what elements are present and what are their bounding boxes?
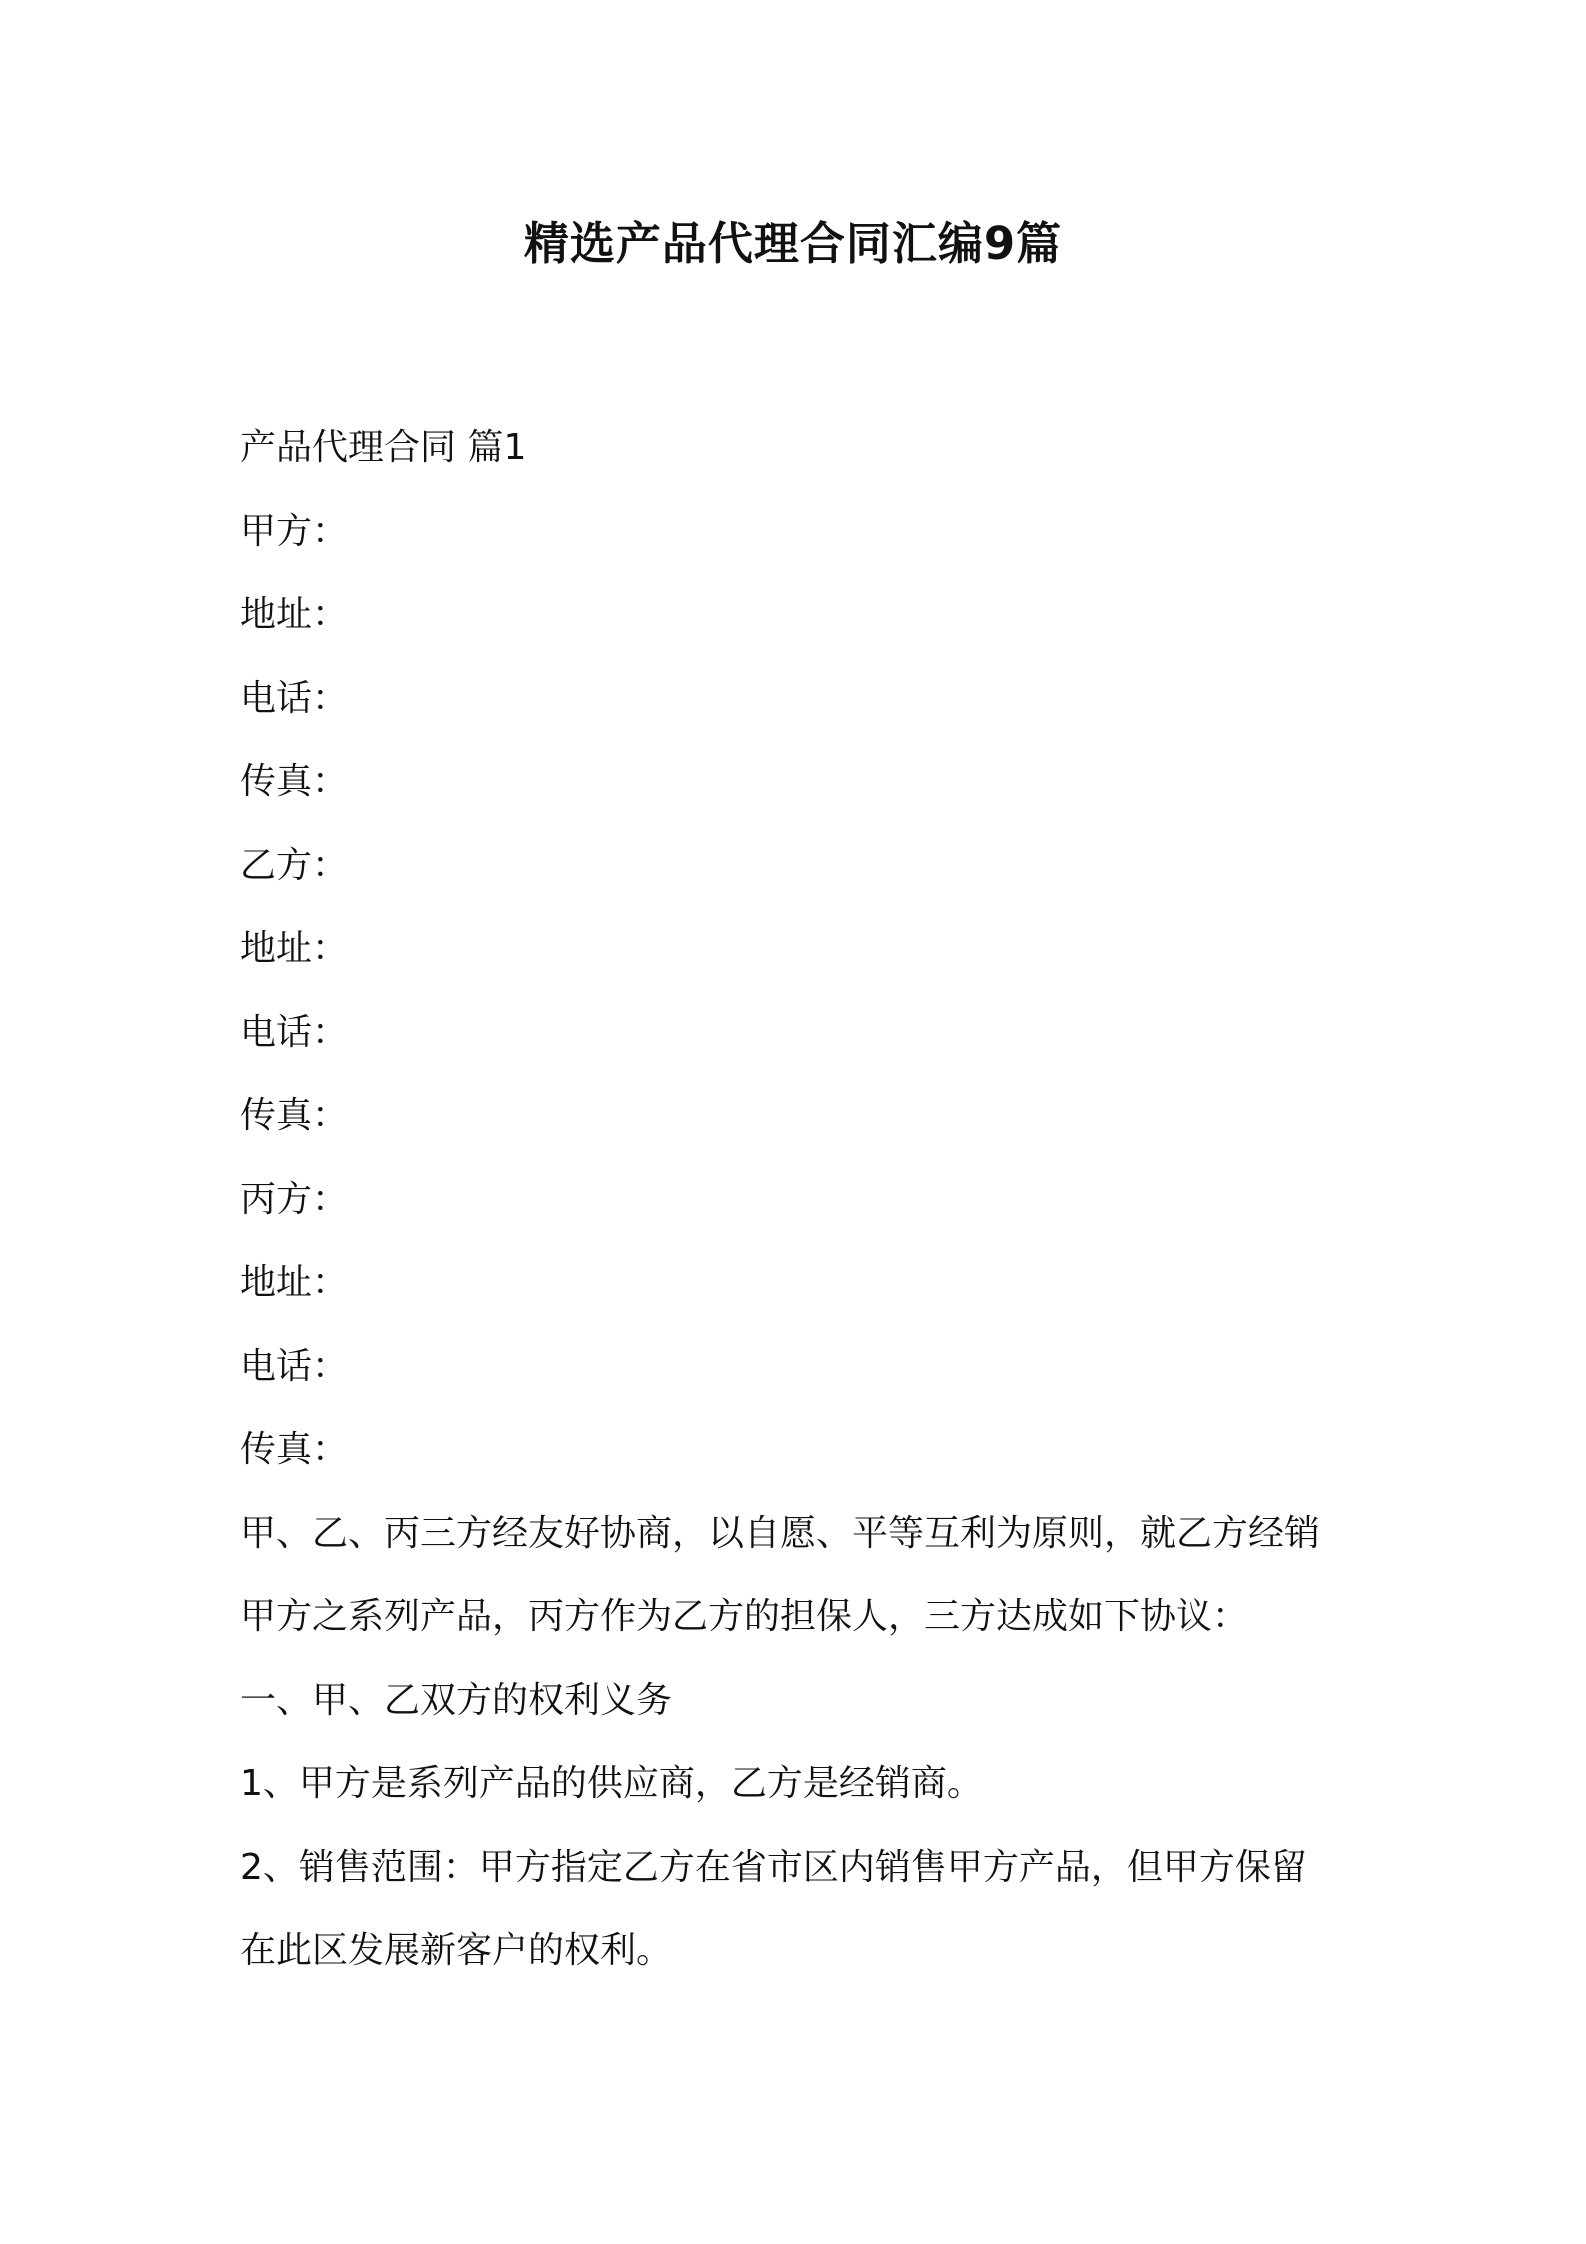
party-a-address-label: 地址： (240, 594, 349, 635)
party-c-label: 丙方： (240, 1178, 349, 1220)
party-b-label: 乙方： (240, 844, 349, 886)
clause-heading: 一、甲、乙双方的权利义务 (240, 1679, 673, 1721)
party-a-label: 甲方： (240, 510, 349, 552)
party-c-fax-label: 传真： (240, 1429, 349, 1470)
clause-item-continuation: 在此区发展新客户的权利。 (240, 1930, 673, 1971)
body-paragraph-line: 甲、乙、丙三方经友好协商，以自愿、平等互利为原则，就乙方经销 (240, 1512, 1321, 1554)
body-paragraph-line: 甲方之系列产品，丙方作为乙方的担保人，三方达成如下协议： (240, 1596, 1249, 1637)
clause-item: 2、销售范围：甲方指定乙方在省市区内销售甲方产品，但甲方保留 (240, 1846, 1307, 1888)
party-b-fax-label: 传真： (240, 1095, 349, 1136)
party-b-phone-label: 电话： (240, 1011, 349, 1053)
section-heading: 产品代理合同 篇1 (240, 427, 527, 468)
document-body (240, 406, 1350, 1993)
party-a-phone-label: 电话： (240, 677, 349, 719)
clause-item: 1、甲方是系列产品的供应商，乙方是经销商。 (240, 1763, 983, 1804)
party-b-address-label: 地址： (240, 928, 349, 969)
party-c-address-label: 地址： (240, 1262, 349, 1303)
party-c-phone-label: 电话： (240, 1345, 349, 1387)
party-a-fax-label: 传真： (240, 761, 349, 802)
document-title: 精选产品代理合同汇编9篇 (523, 217, 1063, 270)
